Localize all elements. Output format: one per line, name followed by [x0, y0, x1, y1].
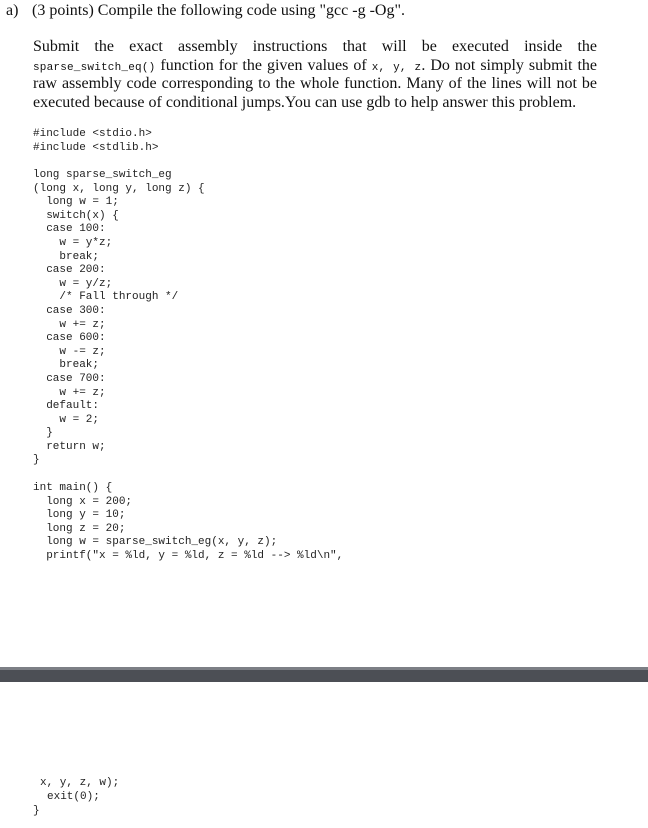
instructions-line-1: Submit the exact assembly instructions that will be executed inside the [33, 38, 597, 55]
variables-code: x, y, z [371, 61, 422, 74]
code-line: x, y, z, w); [40, 777, 120, 789]
code-line: w -= z; [33, 345, 106, 358]
code-line: switch(x) { [33, 209, 119, 222]
code-line: long w = sparse_switch_eg(x, y, z); [33, 536, 278, 549]
code-line: w = y*z; [33, 236, 113, 249]
instructions-text-end: . Do not simply submit the [421, 56, 598, 74]
code-line: case 300: [33, 304, 106, 317]
instructions-line-4: executed because of conditional jumps.You can use gdb to help answer this problem. [33, 93, 577, 111]
question-heading [6, 2, 405, 20]
main-code-block [33, 482, 343, 564]
code-line: long z = 20; [33, 522, 126, 535]
includes-code-block [33, 128, 158, 155]
code-line: #include <stdio.h> [33, 128, 152, 140]
question-title: (3 points) Compile the following code using "gcc -g -Og". [32, 2, 405, 19]
code-line: /* Fall through */ [33, 291, 179, 304]
function-name-code: sparse_switch_eq() [33, 61, 156, 74]
code-line: w += z; [33, 318, 106, 331]
code-line: printf("x = %ld, y = %ld, z = %ld --> %ld\n", [33, 549, 344, 562]
instructions-line-3: raw assembly code corresponding to the whole function. Many of the lines will not be [33, 75, 597, 92]
code-line: w = y/z; [33, 277, 113, 290]
code-line: default: [33, 400, 100, 413]
page-divider [0, 667, 648, 682]
code-line: } [33, 427, 53, 440]
code-line: #include <stdlib.h> [33, 141, 159, 154]
code-line: w += z; [33, 386, 106, 399]
code-line: case 100: [33, 223, 106, 236]
code-line: (long x, long y, long z) { [33, 182, 205, 195]
instructions-line-2 [33, 57, 597, 76]
code-line: w = 2; [33, 413, 100, 426]
code-line: } [33, 454, 40, 467]
code-line: break; [33, 359, 100, 372]
code-line: case 700: [33, 372, 106, 385]
code-line: case 600: [33, 332, 106, 345]
code-line: long w = 1; [33, 196, 119, 209]
code-line: long x = 200; [33, 495, 133, 508]
code-line: break; [33, 250, 100, 263]
instructions-text: function for the given values of [155, 56, 372, 74]
code-line: return w; [33, 440, 106, 453]
question-number: a) [6, 2, 19, 19]
continuation-code-block [40, 777, 119, 804]
code-line: long sparse_switch_eg [33, 169, 172, 181]
instructions-paragraph [33, 38, 597, 112]
function-code-block [33, 169, 205, 468]
code-line: case 200: [33, 264, 106, 277]
code-line: int main() { [33, 482, 113, 494]
closing-brace: } [33, 805, 40, 817]
code-line: exit(0); [47, 790, 100, 803]
code-line: long y = 10; [33, 509, 126, 522]
